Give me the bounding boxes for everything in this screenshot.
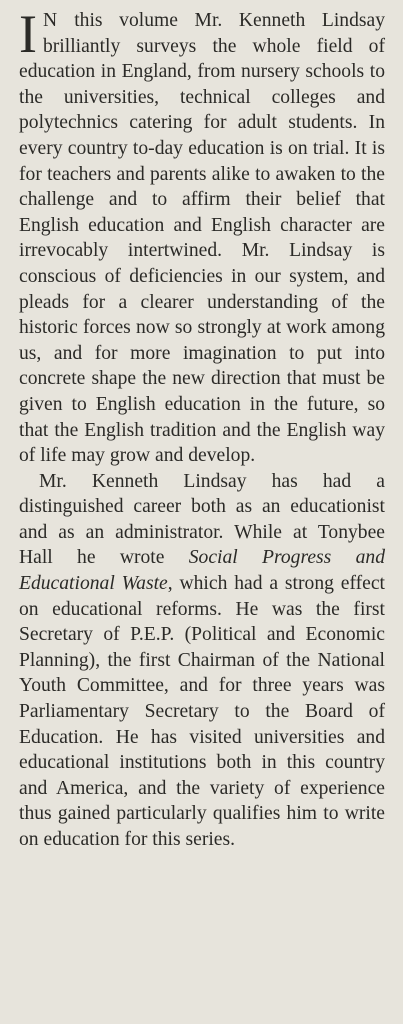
bio-text-part-2: , which had a strong effect on educational reforms. He was the first Secretary of P.E.P. (Political and Economic Planning), the first Chairman of the National Youth Committee, and for three years was Parliamentary Secretary to the Board of Education. He has visited universities and educational institutions both in this country and America, and the variety of experience thus gained particularly qualifies him to write on education for this series. (19, 573, 386, 850)
bio-text-part-1: Mr. Kenneth Lindsay has had a distinguished career both as an educationist and as an administrator. While at Tonybee Hall he wrote (19, 470, 385, 569)
blurb-text (19, 4, 386, 853)
paragraph-intro (19, 4, 385, 469)
paragraph-author-bio (19, 469, 385, 853)
lead-letter: N (42, 10, 58, 31)
drop-cap: I (19, 4, 37, 64)
book-title: Social Progress and Educational Waste (19, 547, 385, 595)
paragraph-intro-text: this volume Mr. Kenneth Lindsay brilliantly surveys the whole field of education in England, from nursery schools to the universities, technical colleges and polytechnics catering for adult students. In every country to-day education is on trial. It is for teachers and parents alike to awaken to the challenge and to affirm their belief that English education and English character are irrevocably intertwined. Mr. Lindsay is conscious of deficiencies in our system, and pleads for a clearer understanding of the historic forces now so strongly at work among us, and for more imagination to put into concrete shape the new direction that must be given to English education in the future, so that the English tradition and the English way of life may grow and develop. (19, 10, 385, 467)
